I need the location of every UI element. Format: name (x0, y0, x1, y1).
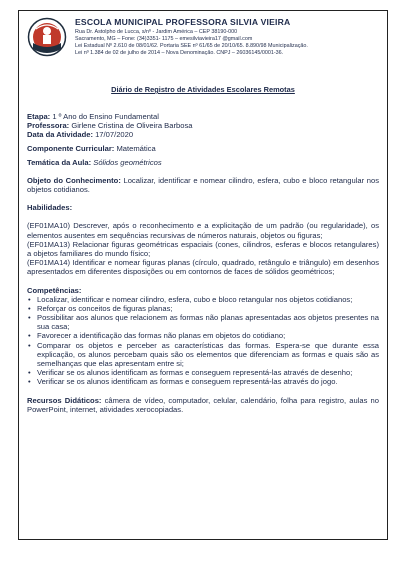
competencias-list (27, 295, 379, 387)
legal-line: Lei Estadual Nº 2.610 de 08/01/62. Portaria SEE nº 61/65 de 20/10/65. 8.890/98 Municipalização. (75, 43, 308, 49)
objeto-value: Localizar, identificar e nomear cilindro, esfera, cubo e bloco retangular nos objetos cotidianos. (27, 176, 380, 195)
list-item: • Verificar se os alunos identificam as formas e conseguem representá-las através do jogo. (37, 377, 379, 386)
school-name: ESCOLA MUNICIPAL PROFESSORA SILVIA VIEIRA (75, 17, 291, 27)
list-item: • Reforçar os conceitos de figuras planas; (37, 304, 379, 313)
data-label: Data da Atividade: (27, 130, 93, 139)
tematica-label: Temática da Aula: (27, 158, 92, 167)
document-title: Diário de Registro de Atividades Escolares Remotas (111, 85, 295, 94)
habilidade-item: (EF01MA10) Descrever, após o reconhecimento e a explicitação de um padrão (ou regularidade), os elementos ausentes em sequências recursivas de números naturais, objetos ou figuras; (27, 221, 379, 240)
professora-value: Girlene Cristina de Oliveira Barbosa (69, 121, 193, 130)
objeto-paragraph (27, 176, 379, 194)
componente-value: Matemática (114, 144, 156, 153)
habilidade-item: (EF01MA14) Identificar e nomear figuras planas (círculo, quadrado, retângulo e triângulo) em desenhos apresentados em diferentes disposições ou em contornos de faces de sólidos geométricos; (27, 258, 379, 277)
list-item: • Localizar, identificar e nomear cilindro, esfera, cubo e bloco retangular nos objetos cotidianos; (37, 295, 379, 304)
habilidades-heading: Habilidades: (27, 203, 73, 213)
list-item: • Favorecer a identificação das formas não planas em objetos do cotidiano; (37, 331, 379, 340)
componente-row (27, 144, 379, 153)
list-item: • Comparar os objetos e perceber as características das formas. Espera-se que durante essa explicação, os alunos percebam quais são os elementos que diferenciam as formas e quais são as semelhanças que elas apresentam entre si; (37, 341, 379, 369)
school-logo-icon (27, 17, 67, 57)
professora-label: Professora: (27, 121, 70, 130)
recursos-paragraph (27, 396, 379, 414)
data-value: 17/07/2020 (92, 130, 134, 139)
recursos-label: Recursos Didáticos: (27, 395, 102, 405)
letterhead (27, 17, 379, 81)
etapa-row (27, 112, 379, 121)
tematica-row (27, 158, 379, 167)
etapa-value: 1 º Ano do Ensino Fundamental (50, 112, 159, 121)
legal-line-2: Lei nº 1.384 de 02 de julho de 2014 – Nova Denominação. CNPJ – 26036145/0001-36. (75, 50, 284, 56)
competencias-heading: Competências: (27, 285, 82, 295)
tematica-value: Sólidos geométricos (91, 158, 162, 167)
professora-row (27, 121, 379, 130)
address-line: Rua Dr. Astolpho de Lucca, s/nº - Jardim América – CEP 38190-000 (75, 29, 238, 35)
contact-line: Sacramento, MG – Fone: (34)3351- 1175 – emesilviavieira17 @gmail.com (75, 36, 253, 42)
document-page (18, 10, 388, 540)
objeto-label: Objeto do Conhecimento: (27, 176, 121, 185)
habilidade-item: (EF01MA13) Relacionar figuras geométricas espaciais (cones, cilindros, esferas e blocos retangulares) a objetos familiares do mundo físico; (27, 239, 379, 259)
etapa-label: Etapa: (27, 112, 51, 121)
componente-label: Componente Curricular: (27, 144, 115, 153)
list-item: • Possibilitar aos alunos que relacionem as formas não planas apresentadas aos objetos presentes na sua casa; (37, 313, 379, 331)
recursos-value: câmera de vídeo, computador, celular, calendário, folha para registro, aulas no PowerPoint, internet, atividades xerocopiadas. (27, 395, 379, 414)
data-row (27, 130, 379, 139)
list-item: • Verificar se os alunos identificam as formas e conseguem representá-las através de desenho; (37, 368, 379, 377)
